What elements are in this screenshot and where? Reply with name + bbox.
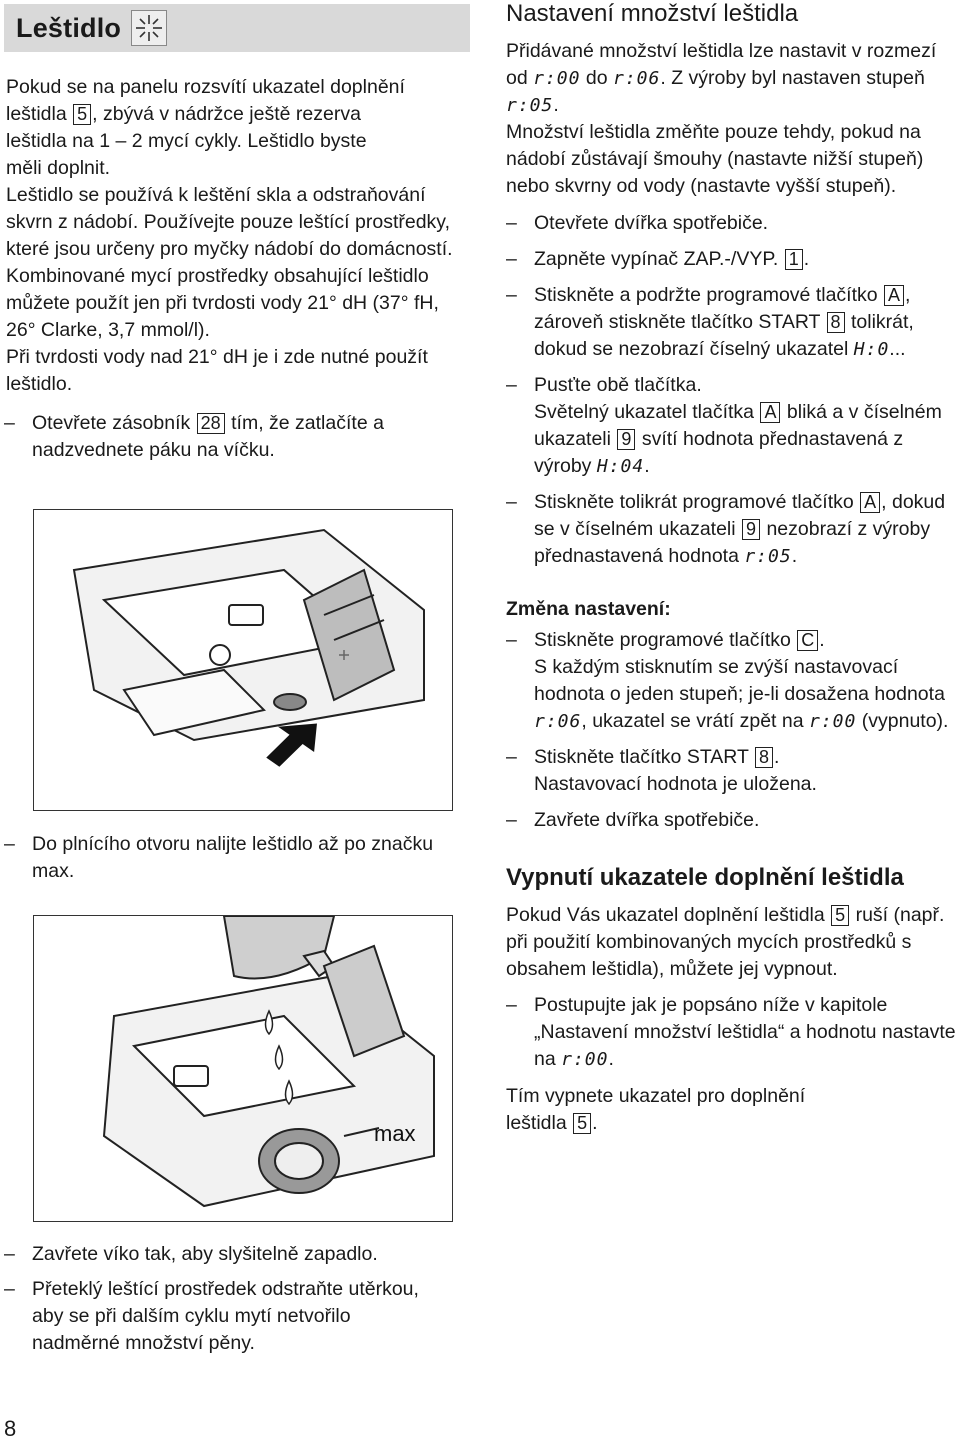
usage-paragraph: Leštidlo se používá k leštění skla a odstraňování skvrn z nádobí. Používejte pouze leštící prostředky, které jsou určeny pro myčky nádobí do domácností. bbox=[6, 184, 453, 260]
heading-nastaveni: Nastavení množství leštidla bbox=[506, 0, 799, 27]
right-column bbox=[506, 0, 958, 1137]
max-label: max bbox=[374, 1121, 416, 1146]
step-release-buttons: – Pusťte obě tlačítka. Světelný ukazatel tlačítka A bliká a v číselném ukazateli 9 svítí hodnota přednastavená z výroby H:04. bbox=[506, 374, 942, 477]
step-close-lid: – Zavřete víko tak, aby slyšitelně zapadlo. bbox=[4, 1243, 378, 1265]
step-press-c: – Stiskněte programové tlačítko C . S každým stisknutím se zvýší nastavovací hodnota o jeden stupeň; je-li dosažena hodnota r:06, ukazatel se vrátí zpět na r:00 (vypnuto). bbox=[506, 629, 949, 732]
step-press-start: – Stiskněte tlačítko START 8 . Nastavovací hodnota je uložena. bbox=[506, 746, 817, 795]
step-wipe-overflow: – Přeteklý leštící prostředek odstraňte utěrkou, aby se při dalším cyklu mytí netvořilo nadměrné množství pěny. bbox=[4, 1278, 419, 1354]
dispenser-28-box: 28 bbox=[197, 413, 225, 434]
step-power-on: – Zapněte vypínač ZAP.-/VYP. 1 . bbox=[506, 248, 810, 270]
step-set-r00: – Postupujte jak je popsáno níže v kapitole „Nastavení množství leštidla“ a hodnotu nastavte na r:00. bbox=[506, 994, 956, 1070]
figure-open-dispenser bbox=[33, 509, 453, 811]
intro-paragraph: Pokud se na panelu rozsvítí ukazatel doplnění leštidla 5 , zbývá v nádržce ještě rezerva leštidla na 1 – 2 mycí cykly. Leštidlo byste měli doplnit. Leštidlo se používá k leštění skla a odstraňování skvrn z nádobí. Používejte pouze leštící prostředky, které jsou určeny pro myčky nádobí do domácností. Kombinované mycí prostředky obsahující leštidlo můžete použít jen při tvrdosti vody 21° dH (37° fH, 26° Clarke, 3,7 mmol/l). Při tvrdosti vody nad 21° dH je i zde nutné použít leštidlo. bbox=[4, 74, 470, 398]
heading-zmena: Změna nastavení: bbox=[506, 598, 671, 620]
step-hold-buttons: – Stiskněte a podržte programové tlačítko A , zároveň stiskněte tlačítko START 8 tolikrát, dokud se nezobrazí číselný ukazatel H:0... bbox=[506, 284, 914, 360]
closing-steps bbox=[4, 1241, 464, 1357]
combined-detergent-paragraph: Kombinované mycí prostředky obsahující leštidlo můžete použít jen při tvrdosti vody 21° dH (37° fH, 26° Clarke, 3,7 mmol/l). bbox=[6, 265, 439, 341]
section-title: Leštidlo bbox=[16, 12, 122, 43]
step-open-dispenser: – Otevřete zásobník 28 tím, že zatlačíte a nadzvednete páku na víčku. bbox=[4, 412, 384, 461]
step-open-door: – Otevřete dvířka spotřebiče. bbox=[506, 212, 769, 234]
when-to-change-paragraph: Množství leštidla změňte pouze tehdy, pokud na nádobí zůstávají šmouhy (nastavte nižší stupeň) nebo skvrny od vody (nastavte vyšší stupeň). bbox=[506, 121, 924, 197]
range-paragraph: Přidávané množství leštidla lze nastavit v rozmezí od r:00 do r:06. Z výroby byl nastaven stupeň r:05. bbox=[506, 40, 937, 116]
page-number: 8 bbox=[4, 1416, 17, 1441]
step-close-door: – Zavřete dvířka spotřebiče. bbox=[506, 809, 760, 831]
section-title-bar bbox=[4, 4, 470, 52]
disable-result-paragraph: Tím vypnete ukazatel pro doplnění leštidla 5 . bbox=[506, 1085, 806, 1134]
step-fill: – Do plnícího otvoru nalijte leštidlo až po značku max. bbox=[4, 833, 434, 882]
step-press-until: – Stiskněte tolikrát programové tlačítko A , dokud se v číselném ukazateli 9 nezobrazí z výroby přednastavená hodnota r:05. bbox=[506, 491, 946, 567]
indicator-5-box: 5 bbox=[73, 104, 91, 125]
disable-paragraph: Pokud Vás ukazatel doplnění leštidla 5 ruší (např. při použití kombinovaných mycích prostředků s obsahem leštidla), můžete jej vypnout. bbox=[506, 904, 945, 980]
rinse-aid-indicator-icon bbox=[131, 10, 167, 46]
left-column bbox=[4, 4, 470, 464]
figure-fill-dispenser bbox=[33, 915, 453, 1222]
heading-vypnuti: Vypnutí ukazatele doplnění leštidla bbox=[506, 864, 904, 891]
hardness-paragraph: Při tvrdosti vody nad 21° dH je i zde nutné použít leštidlo. bbox=[6, 346, 428, 395]
